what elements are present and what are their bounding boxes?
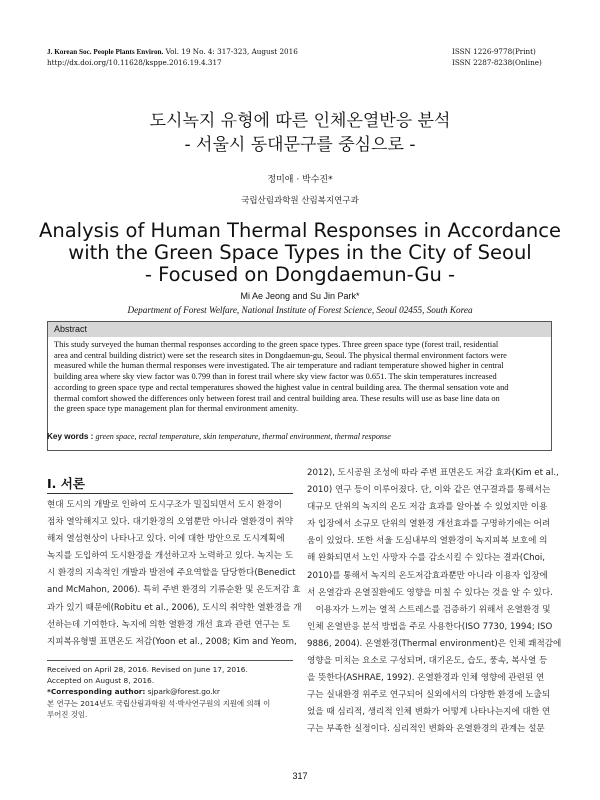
body-line: 지피복유형별 표면온도 저감(Yoon et al., 2008; Kim and Yeom, — [47, 636, 297, 647]
body-line: 대규모 단위의 녹지의 온도 저감 효과를 알아볼 수 있었지만 이용 — [307, 502, 548, 513]
abstract-line: the green space type management plan for thermal environment amenity. — [54, 404, 299, 414]
affiliation-kr: 국립산림과학원 산림복지연구과 — [241, 196, 359, 206]
body-line: 영향을 미치는 요소로 구성되며, 대기온도, 습도, 풍속, 복사열 등 — [307, 656, 548, 667]
abstract-line: thermal comfort showed the differences only between forest trail and central building area. These results will use as base line data on — [54, 393, 500, 403]
body-line: 을 뜻한다(ASHRAE, 1992). 온열환경과 인체 영향에 관련된 연 — [307, 673, 545, 684]
volume-info: Vol. 19 No. 4: 317-323, August 2016 — [165, 47, 298, 56]
corresponding-label: *Corresponding author: — [47, 687, 146, 697]
body-line: 점차 열악해지고 있다. 대기환경의 오염뿐만 아니라 열환경이 취약 — [47, 517, 293, 528]
issn-online: ISSN 2287-8238(Online) — [452, 58, 542, 67]
body-line: 선하는데 기여한다. 녹지에 의한 열환경 개선 효과 관련 연구는 토 — [47, 619, 291, 630]
footnote-rule — [47, 660, 293, 661]
body-line: 었을 때 심리적, 생리적 인체 변화가 어떻게 나타나는지에 대한 연 — [307, 707, 551, 718]
authors-en: Mi Ae Jeong and Su Jin Park* — [240, 291, 360, 301]
body-line: 2010)를 통해서 녹지의 온도저감효과뿐만 아니라 이용자 입장에 — [307, 570, 548, 581]
journal-header — [47, 47, 298, 57]
journal-name: J. Korean Soc. People Plants Environ. — [47, 48, 164, 56]
abstract-line: This study surveyed the human thermal responses according to the green space types. Three green space type (forest trail, residential — [54, 340, 499, 349]
accepted-date: Accepted on August 8, 2016. — [47, 676, 155, 686]
body-line: 해 완화되면서 노인 사망자 수를 감소시킬 수 있다는 결과(Choi, — [307, 553, 545, 564]
left-column — [47, 497, 302, 651]
title-en-line1: Analysis of Human Thermal Responses in Accordance — [39, 219, 561, 242]
abstract-heading: Abstract — [48, 322, 551, 337]
doi-link[interactable]: http://dx.doi.org/10.11628/ksppe.2016.19.4.317 — [47, 58, 222, 67]
title-kr-line2: - 서울시 동대문구를 중심으로 - — [184, 135, 416, 155]
keywords-value: green space, rectal temperature, skin temperature, thermal environment, thermal response — [95, 432, 391, 441]
body-line: 움이 있었다. 또한 서울 도심내부의 열환경이 녹지피복 보호에 의 — [307, 536, 548, 547]
corresponding-author — [47, 686, 297, 697]
affiliation-en: Department of Forest Welfare, National Institute of Forest Science, Seoul 02455, South Korea — [127, 305, 473, 315]
body-line: 현대 도시의 개발로 인하여 도시구조가 밀집되면서 도시 환경이 — [47, 500, 282, 510]
section-rule — [47, 493, 293, 494]
body-line: 서 온열감과 온열질환에도 영향을 미칠 수 있다는 것을 알 수 있다. — [307, 587, 553, 598]
body-line: 인체 온열반응 분석 방법을 주로 사용한다(ISO 7730, 1994; ISO — [307, 621, 553, 632]
body-line: 9886, 2004). 온열환경(Thermal environment)은 인체 쾌적감에 — [307, 638, 562, 649]
funding-line1: 본 연구는 2014년도 국립산림과학원 석·박사연구원의 지원에 의해 이 — [47, 698, 271, 708]
body-line: and McMahon, 2006). 특히 주변 환경의 기류순환 및 온도저감 효 — [47, 585, 301, 596]
body-line: 시 환경의 지속적인 개발과 발전에 주요역할을 담당한다(Benedict — [47, 568, 296, 579]
body-line: 2012), 도시공원 조성에 따라 주변 표면온도 저감 효과(Kim et al., — [307, 468, 559, 478]
abstract-line: area and central building district) were set the research sites in Dongdaemun-gu, Seoul. The physical thermal environment factors were — [54, 350, 507, 360]
body-line: 구는 실내환경 위주로 연구되어 실외에서의 다양한 환경에 노출되 — [307, 690, 551, 701]
body-line: 2010) 연구 등이 이루어졌다. 단, 이와 같은 연구결과를 통해서는 — [307, 485, 551, 496]
keywords — [47, 432, 391, 441]
page-number: 317 — [292, 771, 308, 781]
keywords-label: Key words : — [47, 432, 94, 441]
body-line: 자 입장에서 소규모 단위의 열환경 개선효과를 구명하기에는 어려 — [307, 519, 551, 530]
body-line: 해져 열섬현상이 나타나고 있다. 이에 대한 방안으로 도시계획에 — [47, 534, 285, 545]
title-kr-line1: 도시녹지 유형에 따른 인체온열반응 분석 — [149, 111, 451, 131]
abstract-line: measured while the human thermal responses were investigated. The air temperature and radiant temperature showed higher in central — [54, 361, 504, 371]
section-title: Ⅰ. 서론 — [47, 476, 85, 491]
abstract-line: building area where sky view factor was 0.799 than in forest trail where sky view factor was 0.651. The skin temperatures increased — [54, 372, 497, 382]
received-date: Received on April 28, 2016. Revised on June 17, 2016. — [47, 665, 248, 674]
right-column — [307, 465, 562, 739]
funding-line2: 루어진 것임. — [47, 709, 88, 719]
title-en-line3: - Focused on Dongdaemun-Gu - — [144, 263, 456, 286]
body-line: 구는 부족한 실정이다. 심리적인 변화와 온열환경의 관계는 설문 — [307, 724, 545, 735]
authors-kr: 정미애 · 박수진* — [267, 175, 333, 185]
body-line: 녹지를 도입하여 도시환경을 개선하고자 노력하고 있다. 녹지는 도 — [47, 551, 293, 562]
footnote — [47, 664, 297, 720]
corresponding-email[interactable]: sjpark@forest.go.kr — [147, 687, 220, 697]
issn-print: ISSN 1226-9778(Print) — [452, 47, 536, 56]
abstract-line: according to green space type and rectal temperatures showed the highest value in central building area. The thermal sensation vote and — [54, 382, 509, 392]
body-line: 이용자가 느끼는 열적 스트레스를 검증하기 위해서 온열환경 및 — [307, 604, 551, 615]
body-line: 과가 있기 때문에(Robitu et al., 2006), 도시의 취약한 열환경을 개 — [47, 602, 302, 613]
title-en-line2: with the Green Space Types in the City of Seoul — [68, 241, 532, 264]
abstract-body — [48, 337, 551, 415]
